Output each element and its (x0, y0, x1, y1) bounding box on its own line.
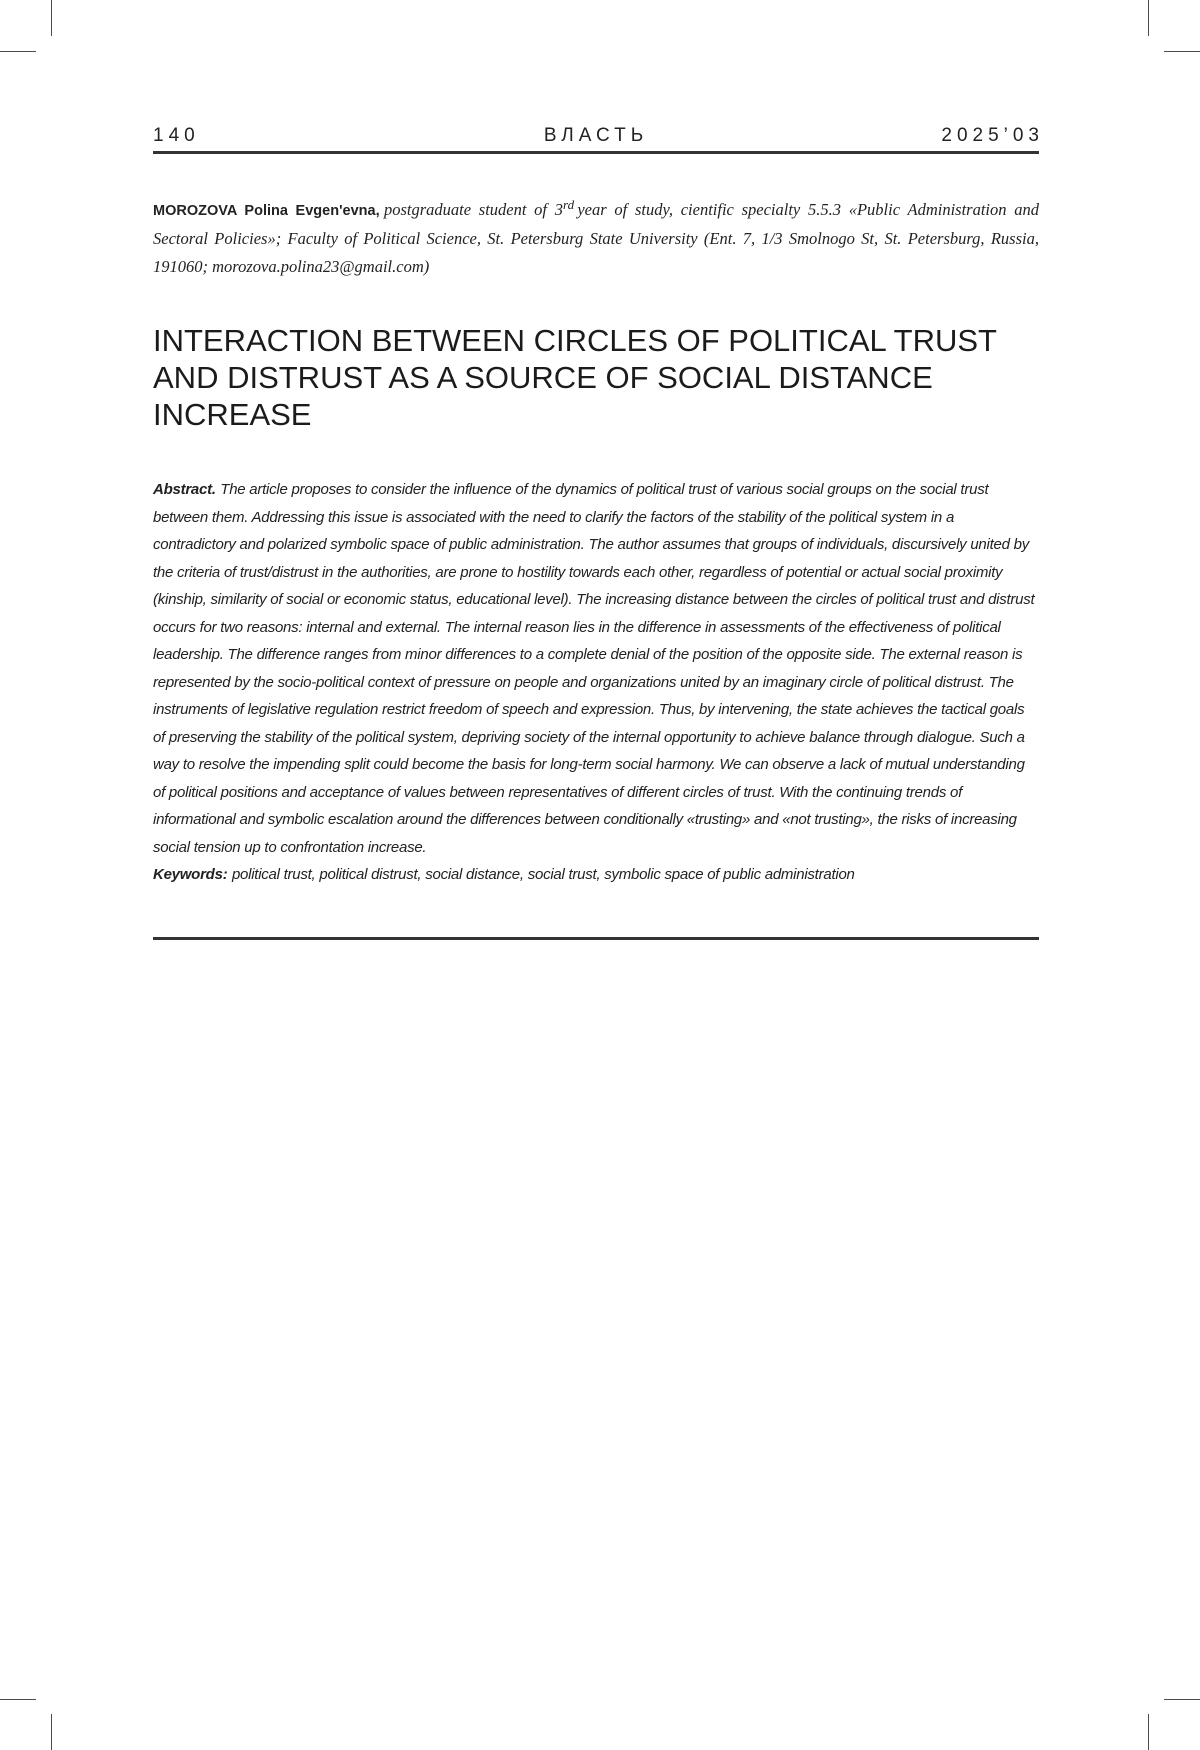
abstract-paragraph (153, 476, 1039, 861)
author-affiliation-rest: year of study, cientific specialty 5.5.3 «Public Administration and Sectoral Policies»; Faculty of Political Science, St. Petersburg State University (Ent. 7, 1/3 Smolnogo St, St. Petersburg, Russia, 191060; morozova.polina23@gmail.com) (153, 200, 1039, 276)
author-affiliation-start: postgraduate student of 3 (383, 200, 563, 219)
journal-name: ВЛАСТЬ (543, 125, 649, 146)
crop-mark-bottom-left-horizontal (0, 1699, 36, 1700)
abstract-text: The article proposes to consider the influence of the dynamics of political trust of various social groups on the social trust between them. Addressing this issue is associated with the need to clarify the factors of the stability of the political system in a contradictory and polarized symbolic space of public administration. The author assumes that groups of individuals, discursively united by the criteria of trust/distrust in the authorities, are prone to hostility towards each other, regardless of potential or actual social proximity (kinship, similarity of social or economic status, educational level). The increasing distance between the circles of political trust and distrust occurs for two reasons: internal and external. The internal reason lies in the difference in assessments of the effectiveness of political leadership. The difference ranges from minor differences to a complete denial of the position of the opposite side. The external reason is represented by the socio-political context of pressure on people and organizations united by an imaginary circle of political distrust. The instruments of legislative regulation restrict freedom of speech and expression. Thus, by intervening, the state achieves the tactical goals of preserving the stability of the political system, depriving society of the internal opportunity to achieve balance through dialogue. Such a way to resolve the impending split could become the basis for long-term social harmony. We can observe a lack of mutual understanding of political positions and acceptance of values between representatives of different circles of trust. With the continuing trends of informational and symbolic escalation around the differences between conditionally «trusting» and «not trusting», the risks of increasing social tension up to confrontation increase. (153, 481, 1035, 856)
keywords-text: political trust, political distrust, social distance, social trust, symbolic space of public administration (231, 866, 855, 883)
article-title (153, 322, 1039, 433)
crop-mark-bottom-right-horizontal (1164, 1699, 1200, 1700)
title-line: INCREASE (153, 397, 312, 432)
title-line: INTERACTION BETWEEN CIRCLES OF POLITICAL TRUST (153, 323, 997, 358)
abstract-label: Abstract. (153, 481, 216, 498)
crop-mark-top-right-horizontal (1164, 51, 1200, 52)
section-rule (153, 937, 1039, 940)
author-name: MOROZOVA Polina Evgen'evna, (153, 203, 380, 219)
title-line: AND DISTRUST AS A SOURCE OF SOCIAL DISTANCE (153, 360, 933, 395)
crop-mark-top-left-horizontal (0, 51, 36, 52)
crop-mark-bottom-left-vertical (51, 1714, 52, 1750)
crop-mark-bottom-right-vertical (1148, 1714, 1149, 1750)
running-header (153, 124, 1044, 148)
header-rule (153, 151, 1039, 154)
author-info (153, 196, 1039, 281)
keywords-label: Keywords: (153, 866, 228, 883)
crop-mark-top-right-vertical (1148, 0, 1149, 36)
ordinal-superscript: rd (563, 196, 575, 212)
issue-number: 2025’03 (941, 125, 1044, 146)
page-number: 140 (153, 125, 200, 146)
keywords-paragraph (153, 861, 1039, 889)
crop-mark-top-left-vertical (51, 0, 52, 36)
abstract-section (153, 476, 1039, 940)
